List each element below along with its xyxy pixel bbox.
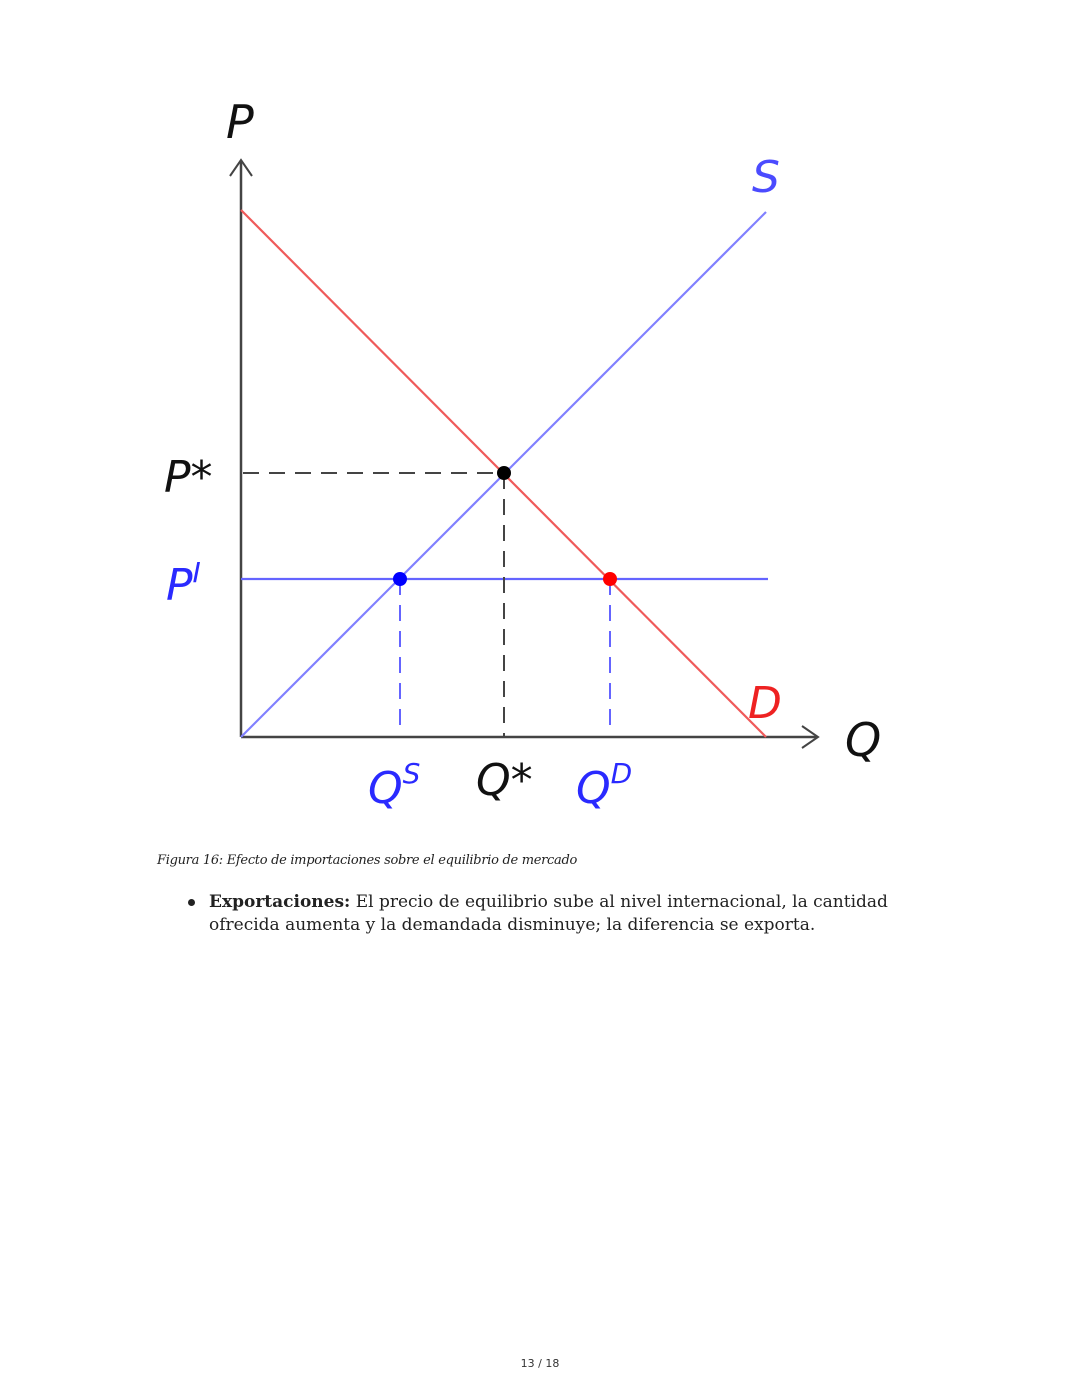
quantity-axis-label: Q <box>845 713 882 767</box>
international-price-label: $P^I$ <box>166 556 201 611</box>
quantity-demanded-label: $Q^D$ <box>576 757 633 814</box>
equilibrium-point <box>497 466 511 480</box>
price-axis-label: P <box>226 95 254 149</box>
demanded-point <box>603 572 617 586</box>
supplied-point <box>393 572 407 586</box>
supply-label: S <box>752 152 780 203</box>
figure-caption: Figura 16: Efecto de importaciones sobre el equilibrio de mercado <box>157 853 578 868</box>
demand-label: D <box>748 678 782 729</box>
bullet-term: Exportaciones: <box>209 892 351 912</box>
equilibrium-price-label: P* <box>164 452 213 503</box>
bullet-icon <box>188 899 195 906</box>
page-number: 13 / 18 <box>520 1357 560 1370</box>
equilibrium-quantity-label: Q* <box>476 755 533 806</box>
bullet-text: El precio de equilibrio sube al nivel internacional, la cantidad ofrecida aumenta y la demandada disminuye; la diferencia se exporta. <box>209 892 888 935</box>
list-item-exportaciones <box>188 891 888 937</box>
quantity-supplied-label: $Q^S$ <box>368 757 421 814</box>
